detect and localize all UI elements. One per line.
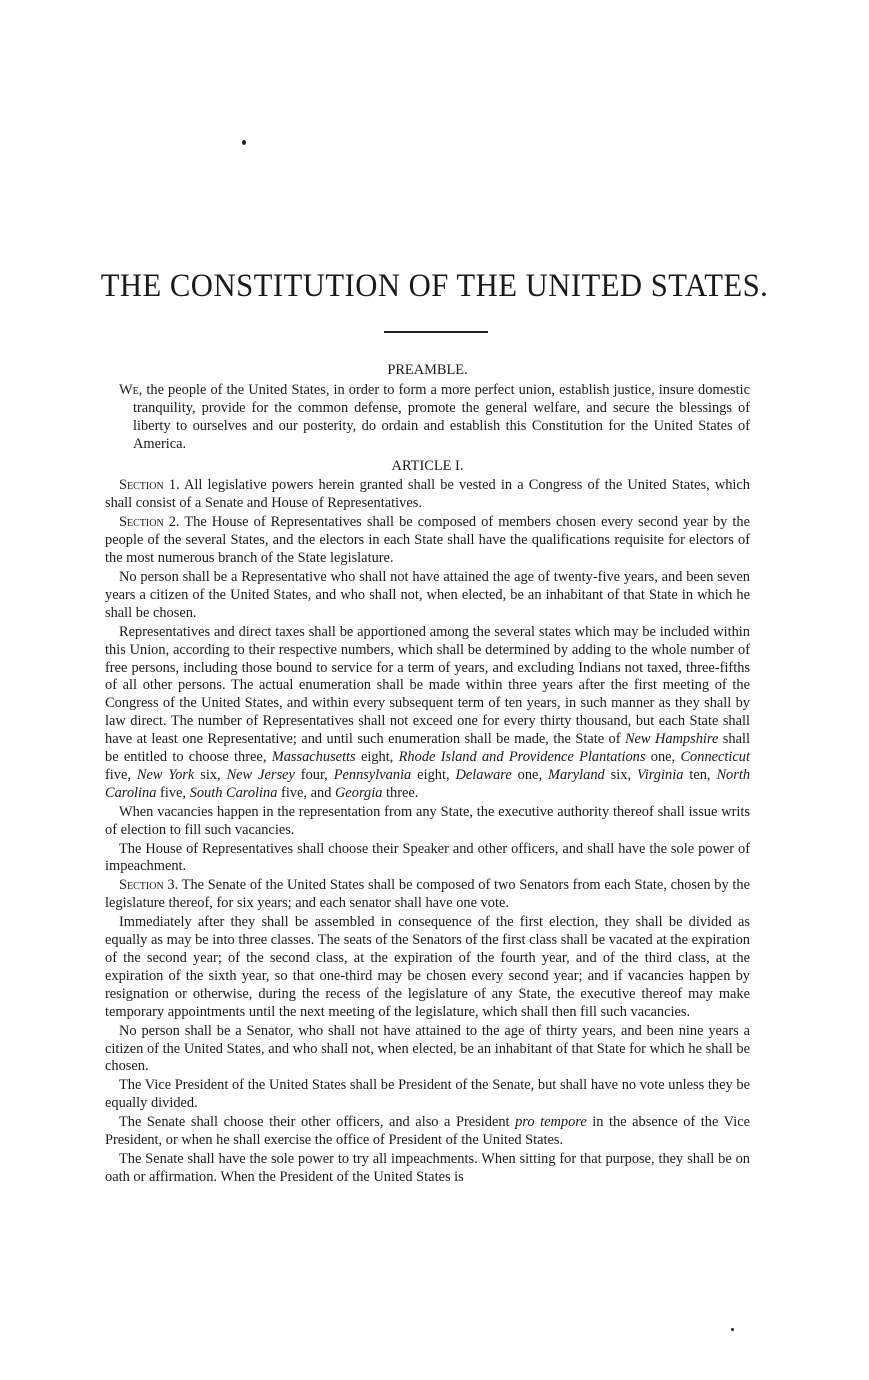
text-run: one, [645,749,681,766]
text-run: The House of Representatives shall choose their Speaker and other officers, and shall have the sole power of impeachment. [105,840,750,875]
paragraph [105,514,750,568]
section-label: Section 3. [119,877,179,894]
text-run: The Senate of the United States shall be composed of two Senators from each State, chosen by the legislature thereof, for six years; and each senator shall have one vote. [105,877,750,912]
text-run: The Senate shall choose their other officers, and also a President [119,1114,516,1131]
italic-text: North Carolina [105,766,751,801]
italic-text: South Carolina [189,784,278,801]
title-rule [384,331,488,333]
text-run: three. [382,784,419,801]
paragraph [105,477,750,513]
page-title: THE CONSTITUTION OF THE UNITED STATES. [100,268,769,304]
text-run: The Vice President of the United States shall be President of the Senate, but shall have no vote unless they be equally divided. [105,1077,750,1112]
italic-text: Virginia [637,766,684,783]
italic-text: New Jersey [226,766,295,783]
text-run: five, [105,766,137,783]
paragraph [105,841,750,877]
italic-text: Georgia [335,784,383,801]
text-run: Immediately after they shall be assembled in consequence of the first election, they shall be divided as equally as may be into three classes. The seats of the Senators of the first class shall be vacated at the expiration of the second year; of the second class, at the expiration of the fourth year, and of the third class, at the expiration of the sixth year, so that one-third may be chosen every second year; and if vacancies happen by resignation or otherwise, during the recess of the legislature of any State, the executive thereof may make temporary appointments until the next meeting of the legislature, which shall then fill such vacancies. [105,914,750,1020]
italic-text: Delaware [455,766,512,783]
italic-text: Pennsylvania [333,766,412,783]
document-body [105,360,750,1188]
paragraph [105,914,750,1021]
section-label: Section 1. [119,477,180,494]
text-run: When vacancies happen in the representation from any State, the executive authority thereof shall issue writs of election to fill such vacancies. [105,803,750,838]
text-run: Representatives and direct taxes shall be apportioned among the several states which may be included within this Union, according to their respective numbers, which shall be determined by adding to the whole number of free persons, including those bound to service for a term of years, and excluding Indians not taxed, three-fifths of all other persons. The actual enumeration shall be made within three years after the first meeting of the Congress of the United States, and within every subsequent term of ten years, in such manner as they shall by law direct. The number of Representatives shall not exceed one for every thirty thousand, but each State shall have at least one Representative; and until such enumeration shall be made, the State of [105,623,750,748]
text-run: eight, [411,766,456,783]
paragraph [105,624,750,803]
text-run: five, and [277,784,335,801]
paragraph [105,1023,750,1077]
text-run: No person shall be a Representative who shall not have attained the age of twenty-five years, and been seven years a citizen of the United States, and who shall not, when elected, be an inhabitant of that State in which he shall be chosen. [105,568,750,621]
text-run: shall be entitled to choose three, [105,731,750,766]
text-run: eight, [355,749,399,766]
text-run: No person shall be a Senator, who shall not have attained to the age of thirty years, and been nine years a citizen of the United States, and who shall not, when elected, be an inhabitant of that State for which he shall be chosen. [105,1022,750,1075]
text-run: All legislative powers herein granted shall be vested in a Congress of the United States, which shall consist of a Senate and House of Representatives. [105,477,750,512]
italic-text: Massachusetts [271,749,356,766]
text-run: in the absence of the Vice President, or when he shall exercise the office of President of the United States. [105,1114,750,1149]
stray-mark [242,140,246,145]
paragraph [105,569,750,623]
paragraph [105,877,750,913]
paragraph [105,804,750,840]
section-label: Section 2. [119,514,180,531]
article-paragraphs [105,477,750,1186]
italic-text: New York [136,766,195,783]
paragraph [105,1114,750,1150]
text-run: one, [511,766,548,783]
italic-text: Rhode Island and Providence Plantations [398,749,646,766]
section-label: We [119,381,139,398]
text-run: The House of Representatives shall be composed of members chosen every second year by the people of the several States, and the electors in each State shall have the qualifications requisite for electors of the most numerous branch of the State legislature. [105,514,750,567]
italic-text: Maryland [547,766,605,783]
text-run: , the people of the United States, in order to form a more perfect union, establish justice, insure domestic tranquility, provide for the common defense, promote the general welfare, and secure the blessings of liberty to ourselves and our posterity, do ordain and establish this Constitution for the United States of America. [133,381,750,452]
text-run: six, [194,766,227,783]
italic-text: Connecticut [680,749,750,766]
italic-text: pro tempore [515,1114,587,1131]
text-run: four, [294,766,334,783]
preamble-heading: PREAMBLE. [387,362,468,378]
italic-text: New Hampshire [624,731,719,748]
text-run: six, [604,766,638,783]
stray-mark [731,1328,734,1331]
text-run: five, [156,784,190,801]
article-heading: ARTICLE I. [391,457,464,474]
text-run: ten, [683,766,717,783]
preamble-paragraph [105,382,750,454]
paragraph [105,1151,750,1187]
text-run: The Senate shall have the sole power to try all impeachments. When sitting for that purpose, they shall be on oath or affirmation. When the President of the United States is [105,1150,750,1185]
paragraph [105,1077,750,1113]
